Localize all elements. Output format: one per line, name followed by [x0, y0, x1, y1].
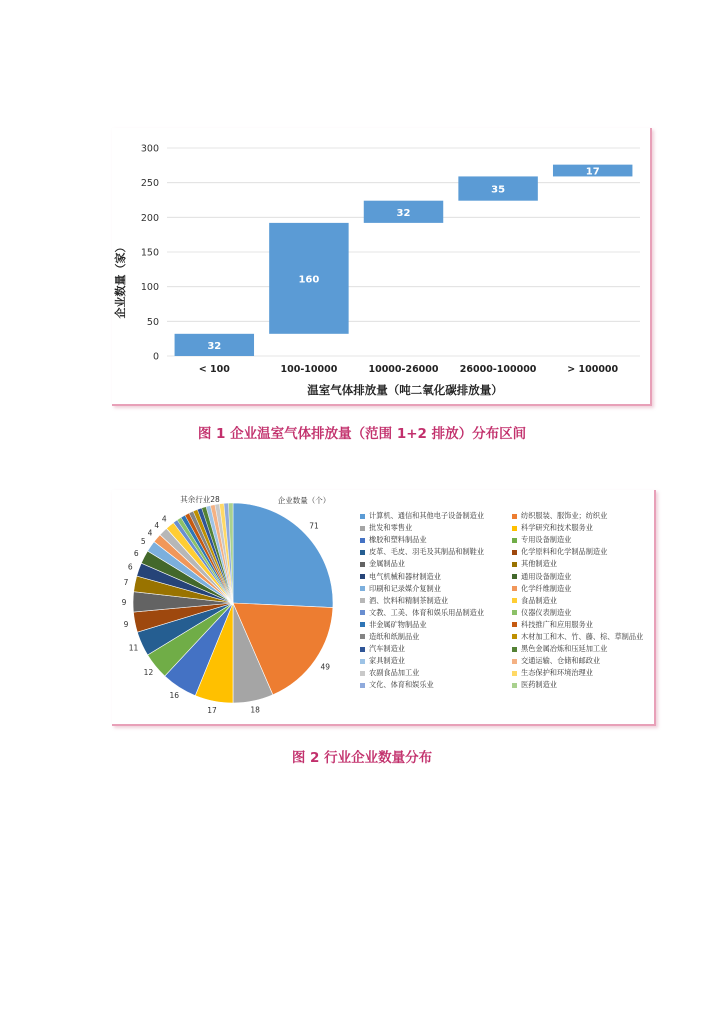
legend-label: 造纸和纸制品业: [369, 631, 420, 641]
legend-swatch: [512, 647, 517, 652]
figure1-card: [112, 128, 652, 406]
figure2-caption: 图 2 行业企业数量分布: [291, 750, 433, 766]
legend-label: 木材加工和木、竹、藤、棕、草制品业: [521, 631, 644, 641]
pie-data-label: 12: [143, 667, 154, 677]
legend-item: [512, 679, 660, 691]
legend-swatch: [360, 550, 365, 555]
legend-item: [360, 643, 508, 655]
pie-data-label: 18: [250, 705, 260, 715]
legend-item: [360, 534, 508, 546]
legend-label: 纺织服装、服饰业；纺织业: [521, 511, 608, 521]
legend-swatch: [512, 574, 517, 579]
legend-item: [360, 667, 508, 679]
legend-swatch: [512, 610, 517, 615]
bar-data-label: 32: [396, 207, 411, 219]
legend-item: [512, 583, 660, 595]
legend-item: [360, 570, 508, 582]
legend-item: [360, 558, 508, 570]
y-tick-label: 300: [140, 143, 159, 155]
legend-item: [512, 558, 660, 570]
legend-label: 电气机械和器材制造业: [369, 571, 441, 581]
legend-swatch: [360, 538, 365, 543]
legend-item: [360, 510, 508, 522]
legend-swatch: [512, 622, 517, 627]
legend-label: 皮革、毛皮、羽毛及其制品和制鞋业: [369, 547, 485, 557]
legend-swatch: [512, 538, 517, 543]
legend-item: [512, 546, 660, 558]
legend-label: 生态保护和环境治理业: [521, 668, 593, 678]
legend-label: 科学研究和技术服务业: [521, 523, 593, 533]
pie-series-title: 企业数量（个）: [277, 496, 331, 505]
legend-label: 医药制造业: [521, 680, 557, 690]
pie-chart: [112, 490, 352, 724]
legend-item: [512, 595, 660, 607]
legend-swatch: [512, 671, 517, 676]
legend-swatch: [360, 647, 365, 652]
x-tick-label: > 100000: [567, 364, 619, 375]
legend-label: 文化、体育和娱乐业: [369, 680, 434, 690]
pie-other-label: 其余行业28: [180, 495, 220, 504]
legend-swatch: [360, 622, 365, 627]
legend-swatch: [360, 683, 365, 688]
legend-item: [360, 679, 508, 691]
legend-swatch: [360, 610, 365, 615]
legend-swatch: [512, 634, 517, 639]
pie-data-label: 6: [127, 562, 133, 572]
legend-label: 仪器仪表制造业: [521, 607, 572, 617]
legend-item: [360, 595, 508, 607]
x-tick-label: 10000-26000: [368, 364, 439, 375]
x-tick-label: < 100: [198, 364, 230, 375]
legend-swatch: [512, 586, 517, 591]
legend-swatch: [360, 671, 365, 676]
pie-legend: [360, 510, 660, 691]
legend-swatch: [512, 514, 517, 519]
y-tick-label: 250: [140, 178, 159, 190]
legend-item: [360, 583, 508, 595]
legend-item: [512, 522, 660, 534]
legend-swatch: [512, 659, 517, 664]
pie-data-label: 71: [309, 521, 319, 531]
legend-label: 计算机、通信和其他电子设备制造业: [369, 511, 485, 521]
legend-item: [512, 631, 660, 643]
pie-data-label: 7: [123, 578, 129, 588]
legend-label: 化学原料和化学制品制造业: [521, 547, 608, 557]
x-tick-label: 26000-100000: [459, 364, 537, 375]
legend-label: 非金属矿物制品业: [369, 619, 427, 629]
legend-swatch: [512, 550, 517, 555]
legend-swatch: [360, 514, 365, 519]
legend-label: 橡胶和塑料制品业: [369, 535, 427, 545]
legend-item: [360, 607, 508, 619]
legend-label: 交通运输、仓储和邮政业: [521, 656, 601, 666]
legend-label: 农副食品加工业: [369, 668, 420, 678]
pie-data-label: 4: [154, 521, 160, 531]
legend-swatch: [360, 562, 365, 567]
legend-label: 黑色金属冶炼和压延加工业: [521, 644, 608, 654]
legend-item: [360, 546, 508, 558]
pie-data-label: 9: [121, 597, 127, 607]
legend-swatch: [360, 598, 365, 603]
legend-item: [512, 667, 660, 679]
legend-swatch: [360, 634, 365, 639]
y-tick-label: 50: [146, 316, 159, 328]
pie-slice: [233, 503, 333, 608]
legend-label: 食品制造业: [521, 595, 557, 605]
legend-label: 其他制造业: [521, 559, 557, 569]
y-tick-label: 0: [152, 351, 159, 363]
legend-swatch: [512, 562, 517, 567]
legend-label: 文教、工美、体育和娱乐用品制造业: [369, 607, 485, 617]
legend-item: [360, 522, 508, 534]
legend-item: [512, 607, 660, 619]
pie-data-label: 17: [207, 705, 217, 715]
legend-item: [512, 643, 660, 655]
legend-label: 科技推广和应用服务业: [521, 619, 593, 629]
legend-label: 家具制造业: [369, 656, 405, 666]
pie-data-label: 5: [140, 537, 146, 547]
legend-swatch: [512, 598, 517, 603]
figure1-caption: 图 1 企业温室气体排放量（范围 1+2 排放）分布区间: [197, 426, 527, 442]
bar-data-label: 17: [585, 166, 600, 178]
legend-swatch: [360, 574, 365, 579]
y-tick-label: 100: [140, 282, 159, 294]
pie-data-label: 16: [169, 690, 180, 700]
legend-label: 专用设备制造业: [521, 535, 572, 545]
x-tick-label: 100-10000: [280, 364, 338, 375]
legend-label: 汽车制造业: [369, 644, 405, 654]
x-axis-label: 温室气体排放量（吨二氧化碳排放量）: [307, 383, 503, 397]
legend-item: [360, 619, 508, 631]
legend-item: [512, 570, 660, 582]
legend-item: [512, 534, 660, 546]
pie-data-label: 4: [161, 514, 167, 524]
legend-item: [512, 619, 660, 631]
legend-swatch: [360, 526, 365, 531]
legend-swatch: [512, 526, 517, 531]
legend-label: 金属制品业: [369, 559, 405, 569]
legend-swatch: [512, 683, 517, 688]
pie-data-label: 11: [128, 643, 139, 653]
y-tick-label: 150: [140, 247, 159, 259]
legend-label: 通用设备制造业: [521, 571, 572, 581]
legend-label: 化学纤维制造业: [521, 583, 572, 593]
y-axis-label: 企业数量（家）: [114, 241, 127, 319]
y-tick-label: 200: [140, 212, 159, 224]
legend-label: 印刷和记录媒介复制业: [369, 583, 441, 593]
bar-data-label: 160: [298, 274, 320, 286]
pie-data-label: 4: [147, 528, 153, 538]
legend-label: 批发和零售业: [369, 523, 413, 533]
bar-data-label: 35: [491, 184, 506, 196]
legend-label: 酒、饮料和精制茶制造业: [369, 595, 449, 605]
pie-data-label: 9: [123, 619, 129, 629]
waterfall-chart: [112, 128, 650, 404]
pie-data-label: 6: [133, 548, 139, 558]
legend-item: [360, 655, 508, 667]
legend-swatch: [360, 659, 365, 664]
legend-swatch: [360, 586, 365, 591]
pie-data-label: 49: [320, 662, 331, 672]
bar-data-label: 32: [207, 340, 222, 352]
legend-item: [512, 510, 660, 522]
legend-item: [360, 631, 508, 643]
legend-item: [512, 655, 660, 667]
